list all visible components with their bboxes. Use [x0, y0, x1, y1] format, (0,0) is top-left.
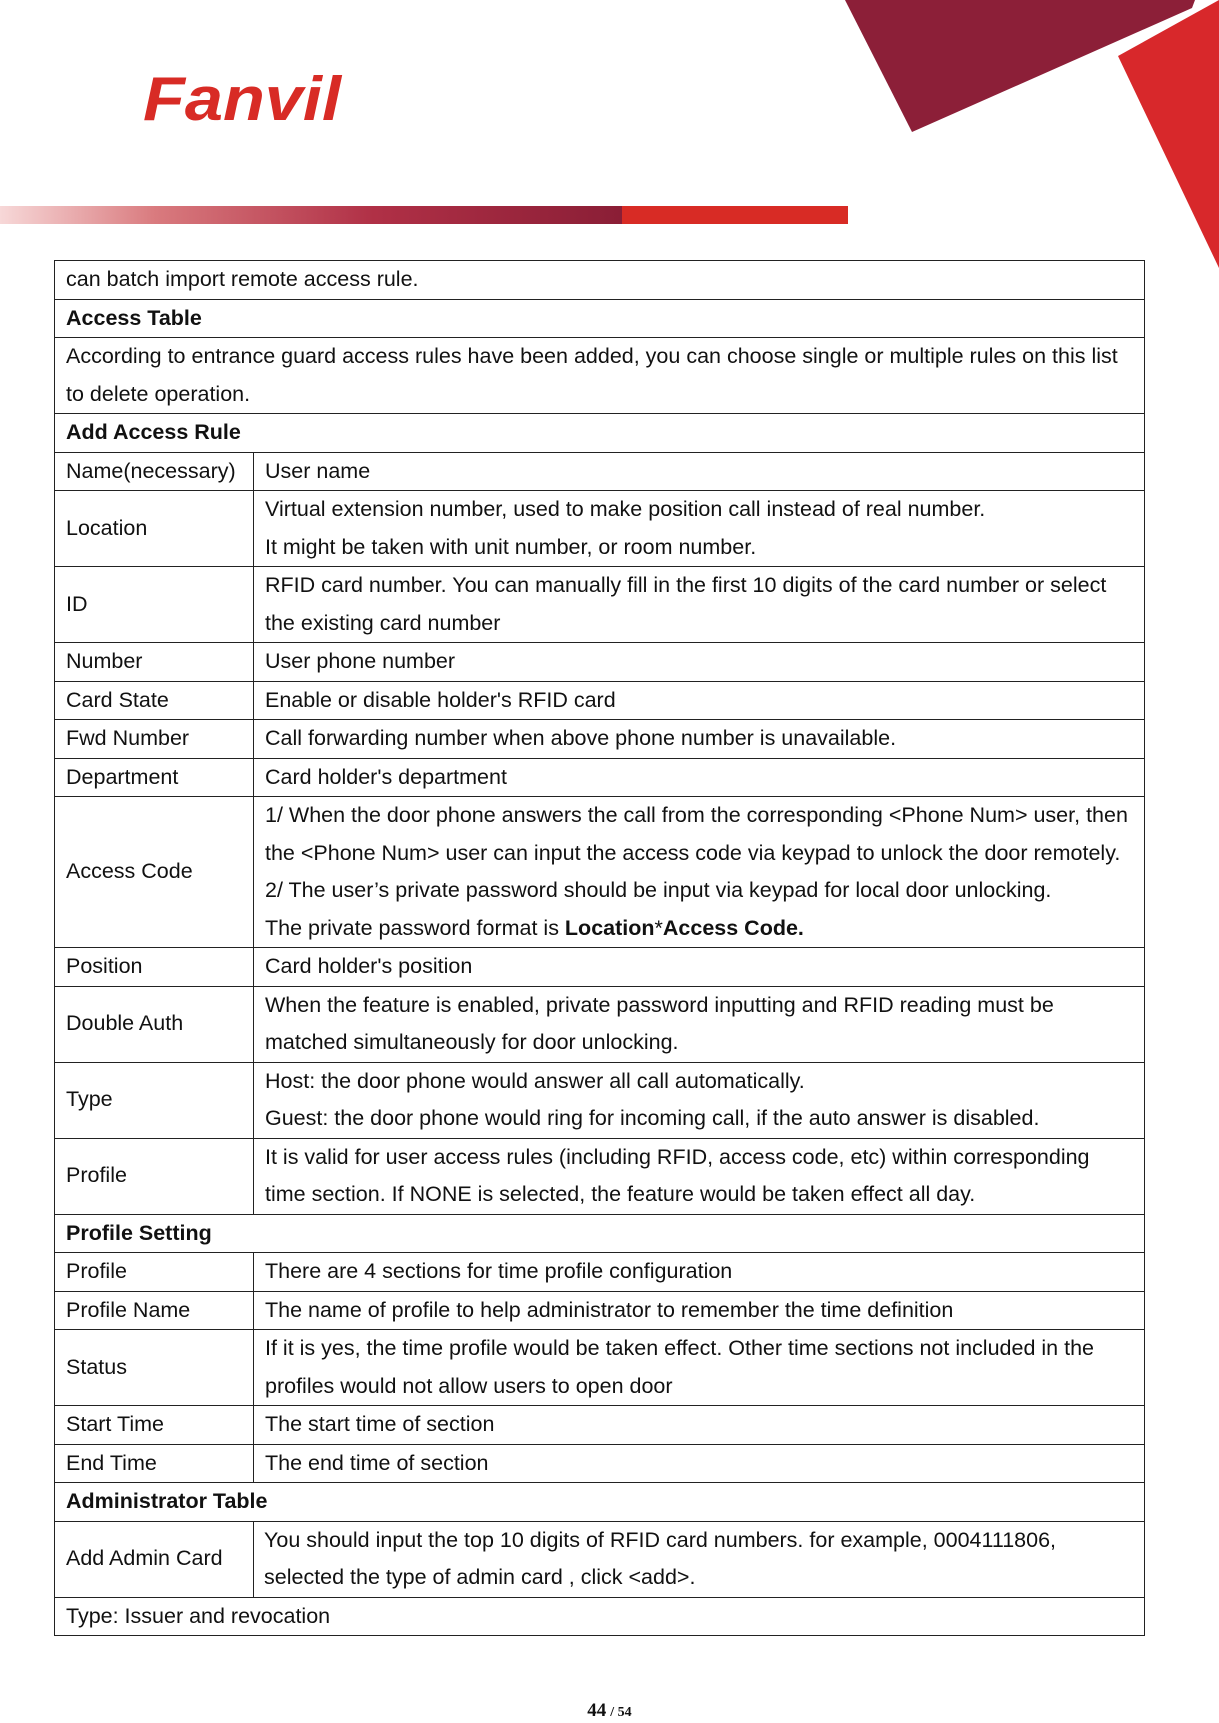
table-row [55, 452, 1145, 491]
table-row [55, 1291, 1145, 1330]
value-line: Call forwarding number when above phone number is unavailable. [265, 726, 897, 750]
table-row [55, 1330, 1145, 1406]
value-line: It might be taken with unit number, or room number. [265, 534, 757, 559]
value-line: The end time of section [265, 1450, 489, 1475]
intro-cell: can batch import remote access rule. [55, 261, 1145, 300]
section-access-table: Access Table [55, 299, 1145, 338]
format-star: * [654, 915, 663, 940]
access-table-desc: According to entrance guard access rules have been added, you can choose single or multiple rules on this list to delete operation. [55, 338, 1145, 414]
header-stripe-red [622, 206, 848, 224]
table-row [55, 948, 1145, 987]
row-key: Profile Name [55, 1291, 254, 1330]
row-value [254, 1062, 1145, 1138]
value-line: RFID card number. You can manually fill in the first 10 digits of the card number or select the existing card number [265, 573, 1107, 635]
table-row [55, 758, 1145, 797]
row-key: Position [55, 948, 254, 987]
table-row [55, 1062, 1145, 1138]
fanvil-logo [143, 70, 343, 126]
row-value [254, 1291, 1145, 1330]
row-value [254, 720, 1145, 759]
row-key: Status [55, 1330, 254, 1406]
row-key: Double Auth [55, 986, 254, 1062]
row-key: ID [55, 567, 254, 643]
format-location: Location [564, 915, 655, 940]
table-row [55, 491, 1145, 567]
section-row [55, 1214, 1145, 1253]
value-line: User name [265, 458, 371, 483]
value-line: When the feature is enabled, private password inputting and RFID reading must be matched simultaneously for door unlocking. [265, 992, 1054, 1054]
value-line: Guest: the door phone would ring for incoming call, if the auto answer is disabled. [265, 1106, 1040, 1130]
row-value [254, 1406, 1145, 1445]
row-value [254, 986, 1145, 1062]
row-value [254, 681, 1145, 720]
table-row [55, 338, 1145, 414]
value-line: The start time of section [265, 1412, 495, 1436]
value-line: The name of profile to help administrator to remember the time definition [265, 1297, 954, 1322]
value-line: Enable or disable holder's RFID card [265, 687, 616, 712]
table-row [55, 567, 1145, 643]
value-line: Card holder's position [265, 954, 473, 978]
section-administrator-table: Administrator Table [55, 1483, 1145, 1522]
row-key: Name(necessary) [55, 452, 254, 491]
table-row [55, 986, 1145, 1062]
value-line: It is valid for user access rules (including RFID, access code, etc) within corresponding time section. If NONE is selected, the feature would be taken effect all day. [265, 1144, 1090, 1206]
row-key: Start Time [55, 1406, 254, 1445]
row-value [254, 1444, 1145, 1483]
value-line: Host: the door phone would answer all call automatically. [265, 1068, 805, 1093]
section-profile-setting: Profile Setting [55, 1214, 1145, 1253]
section-row [55, 414, 1145, 453]
value-line: Card holder's department [265, 764, 507, 789]
format-prefix: The private password format is [265, 915, 565, 940]
row-value [254, 1330, 1145, 1406]
table-row [55, 1444, 1145, 1483]
row-key: Number [55, 643, 254, 682]
table-row [55, 1597, 1145, 1636]
table-row [55, 643, 1145, 682]
table-row [55, 1138, 1145, 1214]
row-key: Fwd Number [55, 720, 254, 759]
table-row [55, 1406, 1145, 1445]
admin-type-cell: Type: Issuer and revocation [55, 1597, 1145, 1636]
row-key: Card State [55, 681, 254, 720]
table-row [55, 681, 1145, 720]
row-value [254, 1253, 1145, 1292]
value-line [265, 910, 1134, 948]
row-key: End Time [55, 1444, 254, 1483]
section-add-access-rule: Add Access Rule [55, 414, 1145, 453]
table-row [55, 720, 1145, 759]
row-key: Access Code [55, 797, 254, 948]
section-row [55, 299, 1145, 338]
row-value [254, 643, 1145, 682]
row-key: Location [55, 491, 254, 567]
value-line: There are 4 sections for time profile configuration [265, 1259, 733, 1283]
row-value [254, 758, 1145, 797]
spec-table [54, 260, 1145, 1636]
format-access-code: Access Code. [662, 915, 804, 940]
row-value [254, 797, 1145, 948]
row-value [254, 1138, 1145, 1214]
table-row [55, 261, 1145, 300]
svg-text:Fanvil: Fanvil [143, 70, 343, 126]
row-key: Add Admin Card [55, 1521, 254, 1597]
value-line: User phone number [265, 649, 456, 673]
header-decoration [0, 0, 1219, 300]
table-row [55, 1253, 1145, 1292]
row-value [254, 1521, 1145, 1597]
row-value [254, 948, 1145, 987]
page-current: 44 [587, 1700, 607, 1721]
value-line: 2/ The user’s private password should be input via keypad for local door unlocking. [265, 878, 1052, 902]
table-row [55, 797, 1145, 948]
value-line: 1/ When the door phone answers the call from the corresponding <Phone Num> user, then the <Phone Num> user can input the access code via keypad to unlock the door remotely. [265, 803, 1128, 865]
value-line: Virtual extension number, used to make position call instead of real number. [265, 497, 986, 521]
value-line: You should input the top 10 digits of RFID card numbers. for example, 0004111806, selected the type of admin card , click <add>. [264, 1527, 1057, 1589]
page-total: / 54 [610, 1705, 632, 1720]
row-value [254, 452, 1145, 491]
row-key: Profile [55, 1253, 254, 1292]
header-stripe-gradient [0, 206, 623, 224]
row-value [254, 491, 1145, 567]
value-line: If it is yes, the time profile would be taken effect. Other time sections not included in the profiles would not allow users to open door [265, 1336, 1094, 1398]
row-key: Profile [55, 1138, 254, 1214]
page-number [0, 1700, 1219, 1722]
table-row [55, 1521, 1145, 1597]
row-key: Type [55, 1062, 254, 1138]
row-key: Department [55, 758, 254, 797]
row-value [254, 567, 1145, 643]
section-row [55, 1483, 1145, 1522]
